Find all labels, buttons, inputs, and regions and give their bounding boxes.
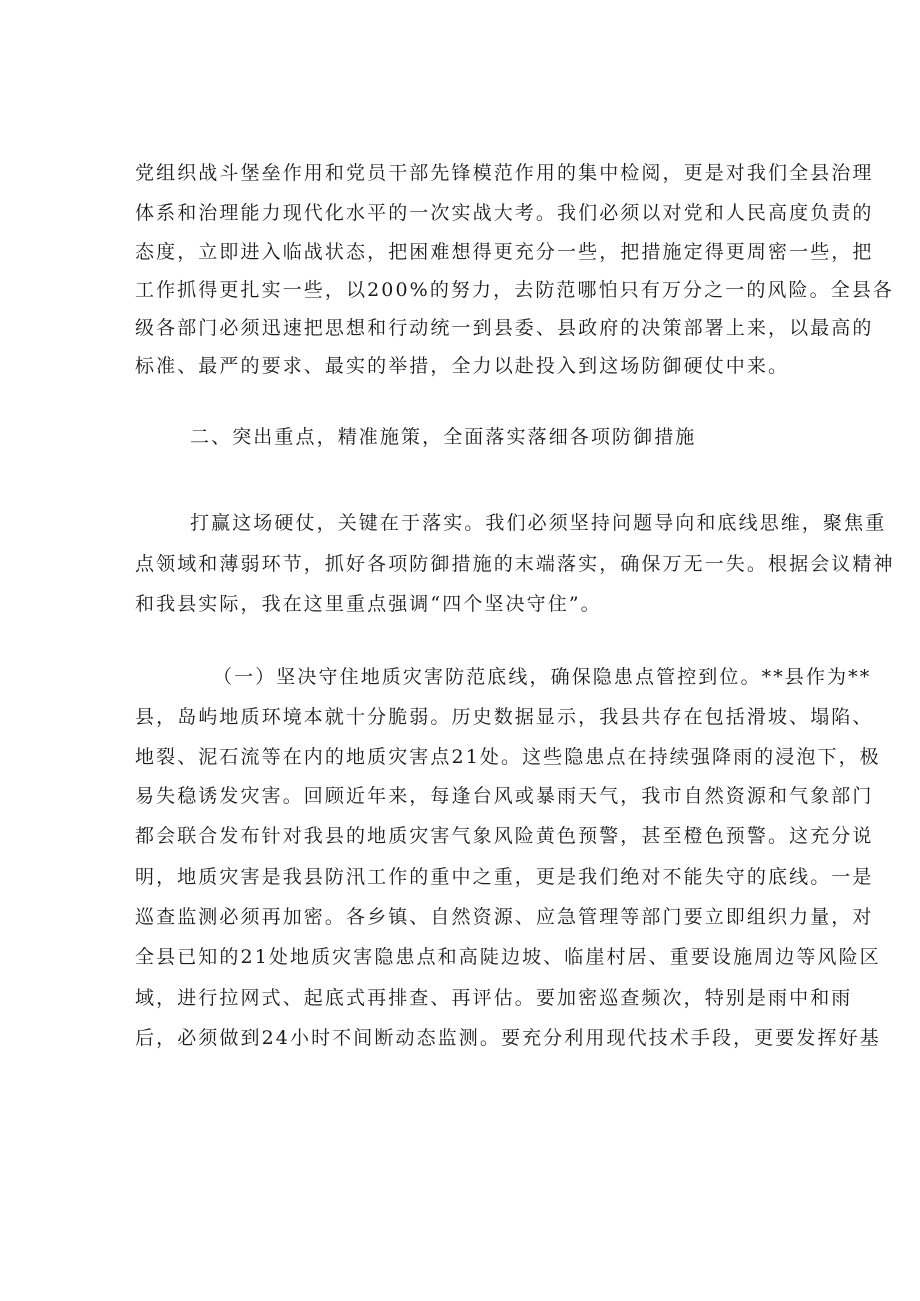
body-text-line: 后，必须做到24小时不间断动态监测。要充分利用现代技术手段，更要发挥好基	[135, 1027, 881, 1049]
body-text-line: 工作抓得更扎实一些，以200%的努力，去防范哪怕只有万分之一的风险。全县各	[135, 279, 895, 301]
body-text-line: 体系和治理能力现代化水平的一次实战大考。我们必须以对党和人民高度负责的	[135, 202, 874, 224]
body-text-line: 明，地质灾害是我县防汛工作的重中之重，更是我们绝对不能失守的底线。一是	[135, 866, 874, 888]
subsection-heading-line: （一）坚决守住地质灾害防范底线，确保隐患点管控到位。**县作为**	[213, 666, 872, 688]
body-text-line: 域，进行拉网式、起底式再排查、再评估。要加密巡查频次，特别是雨中和雨	[135, 987, 853, 1009]
body-text-line: 级各部门必须迅速把思想和行动统一到县委、县政府的决策部署上来，以最高的	[135, 317, 874, 339]
body-text-line: 易失稳诱发灾害。回顾近年来，每逢台风或暴雨天气，我市自然资源和气象部门	[135, 785, 874, 807]
body-text-line: 县，岛屿地质环境本就十分脆弱。历史数据显示，我县共存在包括滑坡、塌陷、	[135, 706, 874, 728]
body-text-line: 打赢这场硬仗，关键在于落实。我们必须坚持问题导向和底线思维，聚焦重	[190, 512, 887, 534]
body-text-line: 点领域和薄弱环节，抓好各项防御措施的末端落实，确保万无一失。根据会议精神	[135, 553, 895, 575]
section-heading: 二、突出重点，精准施策，全面落实落细各项防御措施	[190, 426, 697, 448]
body-text-line: 都会联合发布针对我县的地质灾害气象风险黄色预警，甚至橙色预警。这充分说	[135, 825, 874, 847]
body-text-line: 地裂、泥石流等在内的地质灾害点21处。这些隐患点在持续强降雨的浸泡下，极	[135, 746, 881, 768]
body-text-line: 标准、最严的要求、最实的举措，全力以赴投入到这场防御硬仗中来。	[135, 355, 790, 377]
body-text-line: 全县已知的21处地质灾害隐患点和高陡边坡、临崖村居、重要设施周边等风险区	[135, 946, 881, 968]
body-text-line: 巡查监测必须再加密。各乡镇、自然资源、应急管理等部门要立即组织力量，对	[135, 906, 874, 928]
body-text-line: 党组织战斗堡垒作用和党员干部先锋模范作用的集中检阅，更是对我们全县治理	[135, 162, 874, 184]
body-text-line: 和我县实际，我在这里重点强调“四个坚决守住”。	[135, 593, 602, 615]
body-text-line: 态度，立即进入临战状态，把困难想得更充分一些，把措施定得更周密一些，把	[135, 241, 874, 263]
